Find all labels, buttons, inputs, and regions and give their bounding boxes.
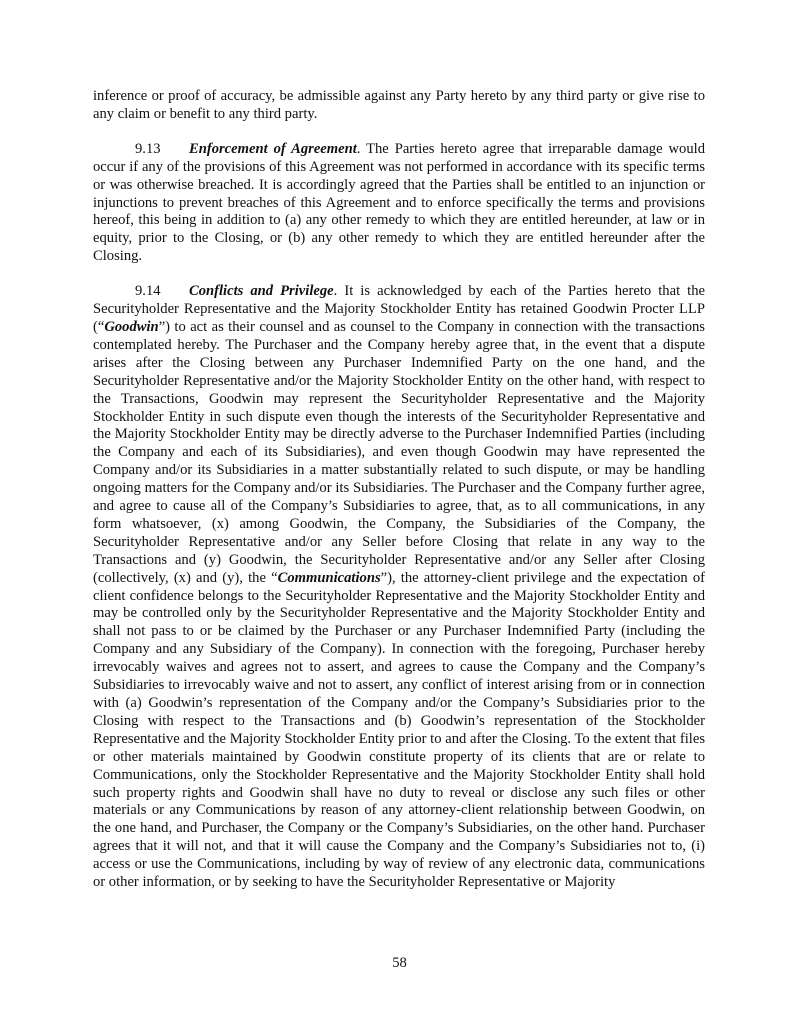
section-number: 9.13 [135, 140, 161, 157]
defined-term-goodwin: Goodwin [104, 318, 159, 335]
paragraph-continuation: inference or proof of accuracy, be admissible against any Party hereto by any third party or give rise to any claim or benefit to any third party. [93, 88, 705, 122]
section-9-14 [93, 283, 705, 892]
section-text: . It is acknowledged by each of the Parties hereto that the Securityholder Representative and the Majority Stockholder Entity has retained Goodwin Procter LLP (“ [93, 283, 706, 335]
section-heading: Conflicts and Privilege [189, 283, 334, 300]
document-body [93, 88, 705, 909]
section-9-13 [93, 141, 705, 266]
section-text: ”) to act as their counsel and as counsel to the Company in connection with the transactions contemplated hereby. The Purchaser and the Company hereby agree that, in the event that a dispute arises after the Closing between any Purchaser Indemnified Party on the one hand, and the Securityholder Representative and/or the Majority Stockholder Entity on the other hand, with respect to the Transactions, Goodwin may represent the Securityholder Representative and the Majority Stockholder Entity in such dispute even though the interests of the Securityholder Representative and the Majority Stockholder Entity may be directly adverse to the Purchaser Indemnified Parties (including the Company and each of its Subsidiaries), and even though Goodwin may have represented the Company and/or its Subsidiaries in a matter substantially related to such dispute, or may be handling ongoing matters for the Company and/or its Subsidiaries. The Purchaser and the Company further agree, and agree to cause all of the Company’s Subsidiaries to agree, that, as to all communications, in any form whatsoever, (x) among Goodwin, the Company, the Subsidiaries of the Company, the Securityholder Representative and/or any Seller before Closing that relate in any way to the Transactions and (y) Goodwin, the Securityholder Representative and/or any Seller after Closing (collectively, (x) and (y), the “ [93, 318, 705, 586]
section-number: 9.14 [135, 283, 161, 300]
section-heading: Enforcement of Agreement [189, 140, 357, 157]
page-number: 58 [392, 955, 407, 971]
section-text: ”), the attorney-client privilege and the expectation of client confidence belongs to the Securityholder Representative and the Majority Stockholder Entity and may be controlled only by the Securityholder Representative and the Majority Stockholder Entity and shall not pass to or be claimed by the Purchaser or any Purchaser Indemnified Party (including the Company and any Subsidiary of the Company). In connection with the foregoing, Purchaser hereby irrevocably waives and agrees not to assert, and agrees to cause the Company and the Company’s Subsidiaries to irrevocably waive and not to assert, any conflict of interest arising from or in connection with (a) Goodwin’s representation of the Company and/or the Company’s Subsidiaries prior to the Closing with respect to the Transactions and (b) Goodwin’s representation of the Stockholder Representative and the Majority Stockholder Entity prior to and after the Closing. To the extent that files or other materials maintained by Goodwin constitute property of its clients that are or relate to Communications, only the Stockholder Representative and the Majority Stockholder Entity shall hold such property rights and Goodwin shall have no duty to reveal or disclose any such files or other materials or any Communications by reason of any attorney-client relationship between Goodwin, on the one hand, and Purchaser, the Company or the Company’s Subsidiaries, on the other hand. Purchaser agrees that it will not, and that it will cause the Company and the Company’s Subsidiaries not to, (i) access or use the Communications, including by way of review of any electronic data, communications or other information, or by seeking to have the Securityholder Representative or Majority [93, 569, 706, 891]
defined-term-communications: Communications [277, 569, 381, 586]
section-text: . The Parties hereto agree that irreparable damage would occur if any of the provisions of this Agreement was not performed in accordance with its specific terms or was otherwise breached. It is accordingly agreed that the Parties shall be entitled to an injunction or injunctions to prevent breaches of this Agreement and to enforce specifically the terms and provisions hereof, this being in addition to (a) any other remedy to which they are entitled hereunder, at law or in equity, prior to the Closing, or (b) any other remedy to which they are entitled hereunder after the Closing. [93, 140, 705, 265]
